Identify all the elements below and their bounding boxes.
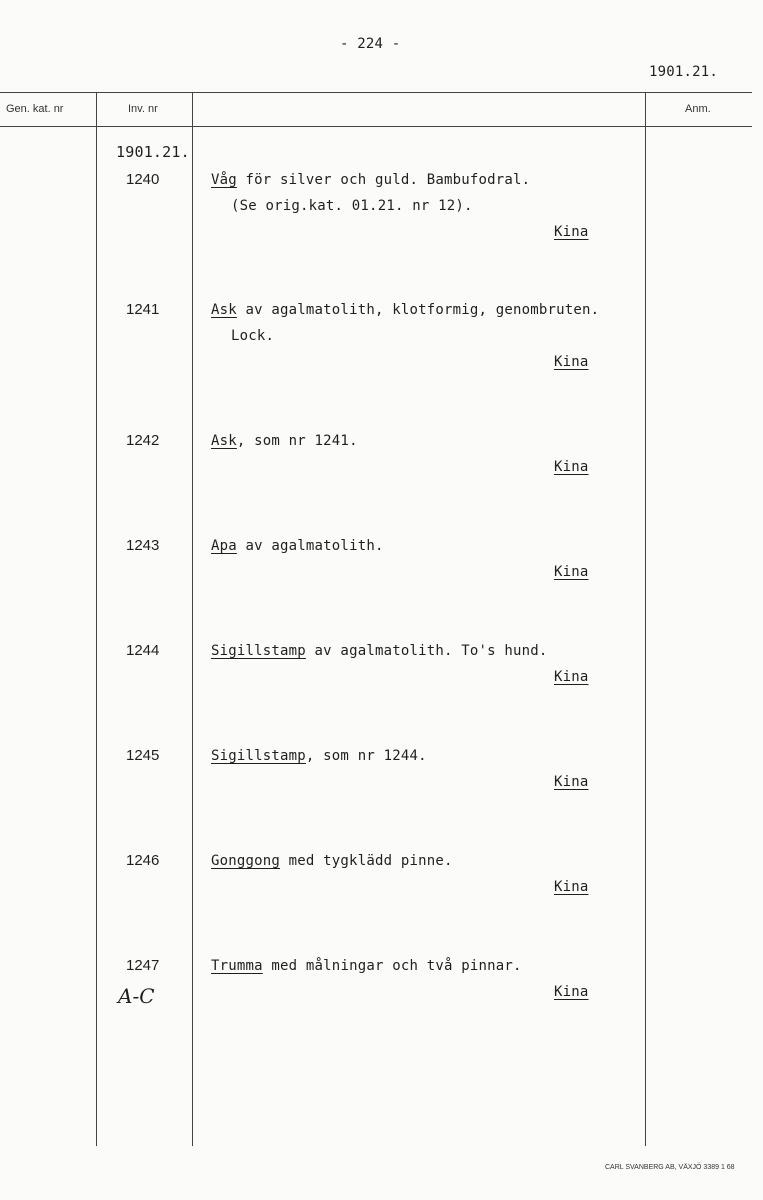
inventory-number: 1241 <box>126 301 160 318</box>
entry-description <box>211 172 530 188</box>
entry-description <box>211 853 453 869</box>
origin-label: Kina <box>554 774 589 790</box>
column-divider-3 <box>645 92 646 1146</box>
origin-label: Kina <box>554 564 589 580</box>
object-name: Sigillstamp <box>211 643 306 659</box>
inventory-number: 1245 <box>126 747 160 764</box>
header-top-rule <box>0 92 752 93</box>
inventory-number: 1244 <box>126 642 160 659</box>
object-name: Apa <box>211 538 237 554</box>
object-details: av agalmatolith. <box>236 538 384 554</box>
entry-description <box>211 538 384 554</box>
handwritten-note: A-C <box>118 984 155 1008</box>
object-details: , som nr 1241. <box>236 433 358 449</box>
entry-continuation: Lock. <box>231 328 275 344</box>
origin-label: Kina <box>554 879 589 895</box>
column-header-inv-nr: Inv. nr <box>128 103 158 115</box>
entry-description <box>211 958 522 974</box>
origin-label: Kina <box>554 224 589 240</box>
object-details: för silver och guld. Bambufodral. <box>236 172 531 188</box>
batch-number-header: 1901.21. <box>649 64 719 80</box>
inventory-number: 1243 <box>126 537 160 554</box>
object-details: , som nr 1244. <box>305 748 427 764</box>
inventory-number: 1247 <box>126 957 160 974</box>
column-header-anm: Anm. <box>685 103 711 115</box>
origin-label: Kina <box>554 459 589 475</box>
origin-label: Kina <box>554 669 589 685</box>
printer-imprint: CARL SVANBERG AB, VÄXJÖ 3389 1 68 <box>605 1164 735 1171</box>
column-divider-1 <box>96 92 97 1146</box>
page-number: - 224 - <box>340 36 401 52</box>
origin-label: Kina <box>554 984 589 1000</box>
entry-description <box>211 748 427 764</box>
object-details: av agalmatolith, klotformig, genombruten. <box>236 302 600 318</box>
inventory-number: 1246 <box>126 852 160 869</box>
object-name: Våg <box>211 172 237 188</box>
origin-label: Kina <box>554 354 589 370</box>
object-details: med tygklädd pinne. <box>280 853 453 869</box>
column-divider-2 <box>192 92 193 1146</box>
column-header-gen-kat-nr: Gen. kat. nr <box>6 103 64 115</box>
entry-continuation: (Se orig.kat. 01.21. nr 12). <box>231 198 473 214</box>
header-bottom-rule <box>0 126 752 127</box>
entry-description <box>211 643 548 659</box>
object-name: Trumma <box>211 958 263 974</box>
object-name: Ask <box>211 302 237 318</box>
object-details: av agalmatolith. To's hund. <box>305 643 548 659</box>
entry-description <box>211 302 599 318</box>
object-name: Sigillstamp <box>211 748 306 764</box>
inventory-number: 1240 <box>126 171 160 188</box>
entry-description <box>211 433 358 449</box>
inventory-number: 1242 <box>126 432 160 449</box>
object-details: med målningar och två pinnar. <box>262 958 522 974</box>
object-name: Gonggong <box>211 853 281 869</box>
batch-number-column: 1901.21. <box>116 143 190 161</box>
object-name: Ask <box>211 433 237 449</box>
